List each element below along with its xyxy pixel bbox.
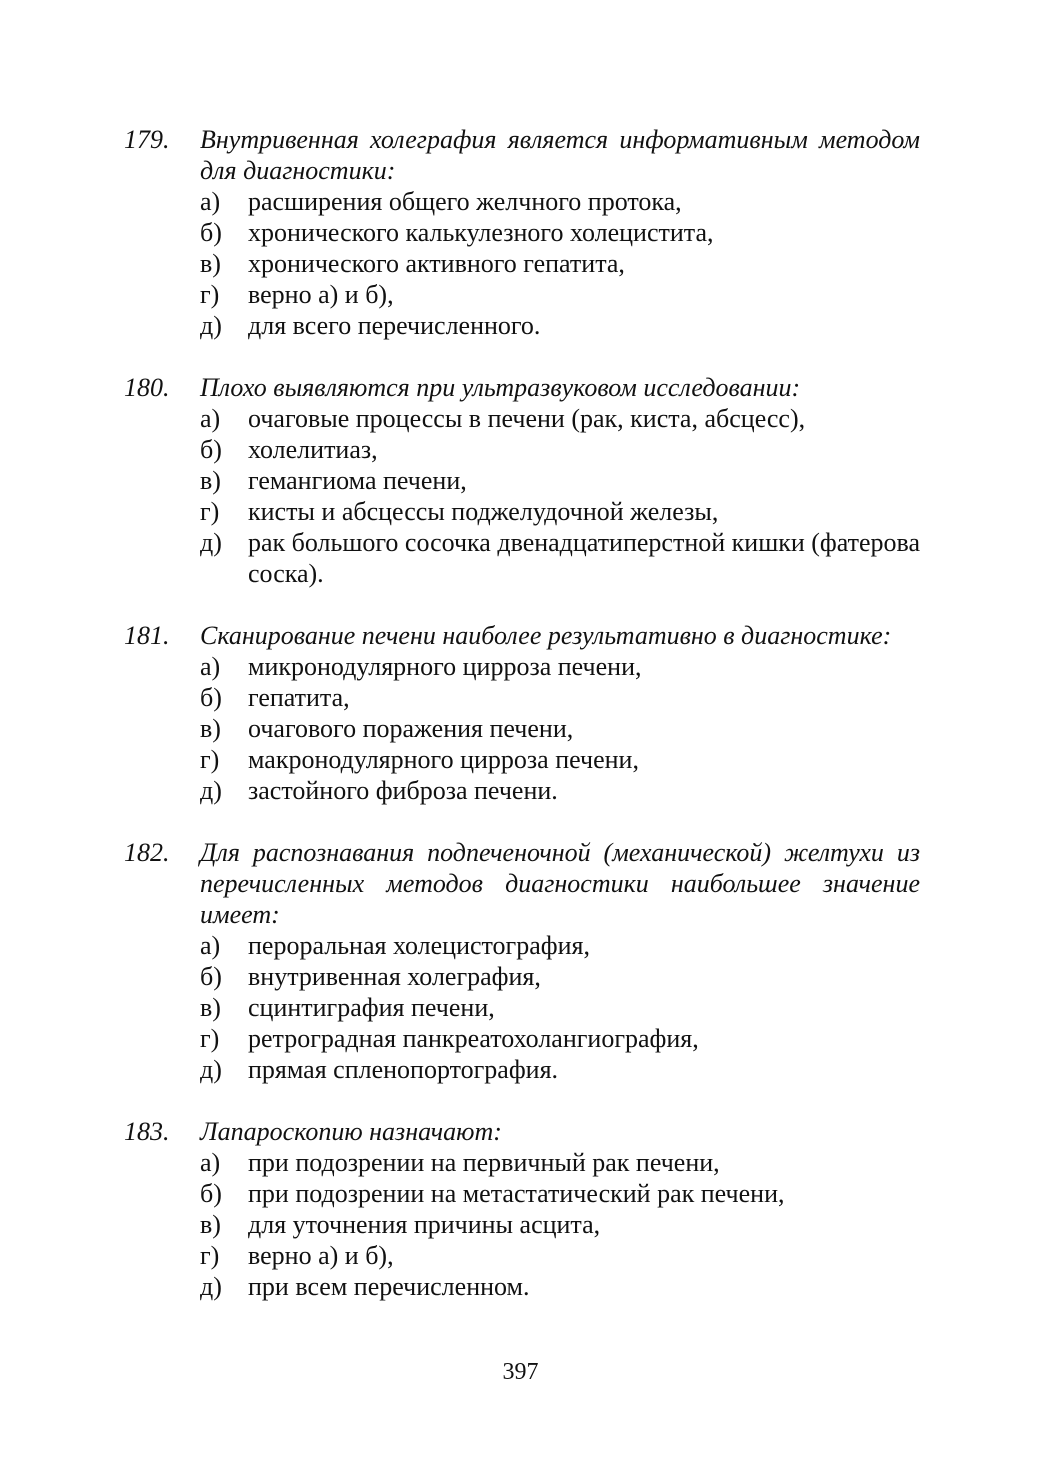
option-letter: б) [200,962,222,991]
option-letter: г) [200,1241,220,1270]
option-letter: а) [200,652,221,681]
option-text: верно а) и б), [248,280,394,309]
option-text: очагового поражения печени, [248,714,574,743]
answer-option [200,1240,920,1271]
question-text: Лапароскопию назначают: [200,1117,502,1146]
option-text: при подозрении на метастатический рак печени, [248,1179,785,1208]
question-number: 180. [124,373,170,402]
answer-option [200,775,920,806]
option-letter: а) [200,187,221,216]
option-text: пероральная холецистография, [248,931,590,960]
answer-option [200,310,920,341]
answer-option [200,992,920,1023]
option-letter: г) [200,280,220,309]
answer-option [200,744,920,775]
question-header [124,620,920,651]
answer-option [200,1271,920,1302]
answer-options [124,403,920,589]
option-letter: в) [200,993,221,1022]
question-182 [124,837,920,1085]
answer-option [200,217,920,248]
answer-options [124,1147,920,1302]
answer-option [200,930,920,961]
answer-option [200,1054,920,1085]
answer-option [200,1178,920,1209]
answer-option [200,248,920,279]
option-letter: б) [200,683,222,712]
question-text: Для распознавания подпеченочной (механической) желтухи из перечисленных методов диагностики наибольшее значение имеет: [200,838,920,929]
option-text: застойного фиброза печени. [248,776,558,805]
question-179 [124,124,920,341]
option-text: при всем перечисленном. [248,1272,530,1301]
question-header [124,837,920,930]
option-letter: а) [200,931,221,960]
option-letter: в) [200,714,221,743]
answer-option [200,651,920,682]
question-number: 182. [124,838,170,867]
answer-option [200,279,920,310]
option-text: при подозрении на первичный рак печени, [248,1148,720,1177]
answer-option [200,1023,920,1054]
question-header [124,1116,920,1147]
answer-option [200,961,920,992]
option-text: прямая спленопортография. [248,1055,559,1084]
question-180 [124,372,920,589]
option-text: для всего перечисленного. [248,311,541,340]
question-181 [124,620,920,806]
option-letter: в) [200,1210,221,1239]
question-text: Сканирование печени наиболее результативно в диагностике: [200,621,892,650]
option-letter: г) [200,745,220,774]
option-text: рак большого сосочка двенадцатиперстной кишки (фатерова соска). [248,528,921,588]
page-number: 397 [502,1359,539,1385]
option-letter: д) [200,1055,222,1084]
option-text: верно а) и б), [248,1241,394,1270]
question-text: Плохо выявляются при ультразвуковом исследовании: [200,373,801,402]
question-text: Внутривенная холеграфия является информативным методом для диагностики: [200,125,920,185]
option-letter: б) [200,218,222,247]
answer-option [200,682,920,713]
option-letter: д) [200,776,222,805]
question-number: 181. [124,621,170,650]
option-text: макронодулярного цирроза печени, [248,745,639,774]
option-letter: а) [200,404,221,433]
answer-option [200,713,920,744]
answer-option [200,434,920,465]
option-text: ретроградная панкреатохолангиография, [248,1024,699,1053]
option-letter: б) [200,435,222,464]
option-letter: д) [200,1272,222,1301]
option-letter: г) [200,1024,220,1053]
question-list [124,124,920,1333]
option-letter: а) [200,1148,221,1177]
question-number: 179. [124,125,170,154]
option-text: сцинтиграфия печени, [248,993,495,1022]
answer-option [200,403,920,434]
option-text: гемангиома печени, [248,466,467,495]
answer-option [200,527,920,589]
answer-options [124,930,920,1085]
question-header [124,372,920,403]
answer-options [124,186,920,341]
answer-option [200,465,920,496]
option-text: расширения общего желчного протока, [248,187,682,216]
option-text: холелитиаз, [248,435,378,464]
option-letter: г) [200,497,220,526]
answer-option [200,1209,920,1240]
answer-option [200,1147,920,1178]
option-text: внутривенная холеграфия, [248,962,541,991]
question-number: 183. [124,1117,170,1146]
option-text: хронического калькулезного холецистита, [248,218,714,247]
answer-option [200,496,920,527]
option-text: хронического активного гепатита, [248,249,625,278]
option-letter: в) [200,466,221,495]
question-header [124,124,920,186]
option-letter: д) [200,311,222,340]
option-letter: б) [200,1179,222,1208]
answer-option [200,186,920,217]
option-text: кисты и абсцессы поджелудочной железы, [248,497,719,526]
option-letter: д) [200,528,222,557]
option-text: очаговые процессы в печени (рак, киста, абсцесс), [248,404,806,433]
option-text: гепатита, [248,683,350,712]
answer-options [124,651,920,806]
option-text: микронодулярного цирроза печени, [248,652,642,681]
option-letter: в) [200,249,221,278]
question-183 [124,1116,920,1302]
option-text: для уточнения причины асцита, [248,1210,601,1239]
